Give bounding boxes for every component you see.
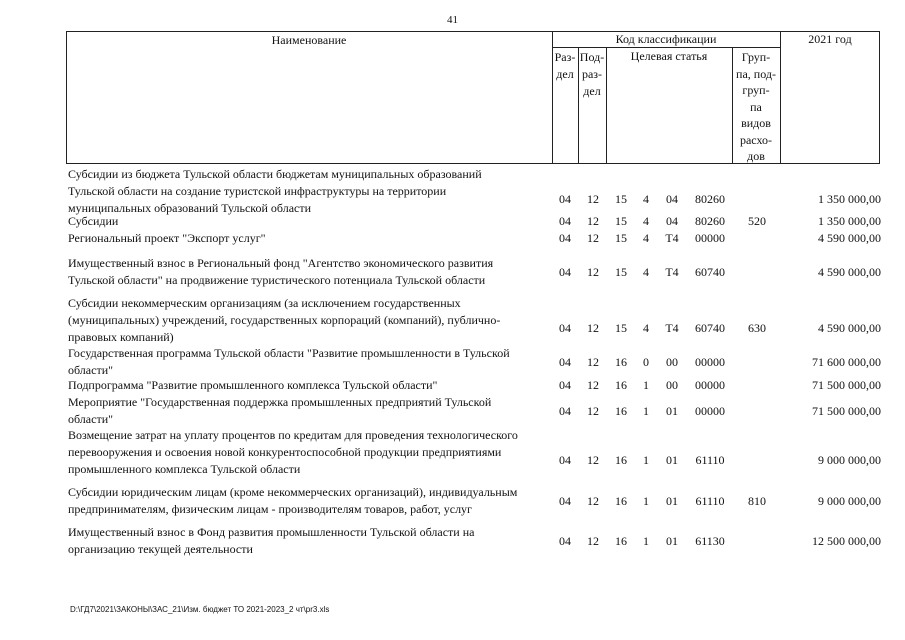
row-name: Субсидии из бюджета Тульской области бюджетам муниципальных образований Тульской области на создание туристской инфраструктуры на территории муниципальных образований Тульской области bbox=[68, 167, 482, 215]
code-cs1: 16 bbox=[615, 354, 627, 369]
row-amount: 9 000 000,00 bbox=[818, 493, 881, 508]
code-cs2: 1 bbox=[643, 403, 649, 418]
code-cs4: 60740 bbox=[695, 321, 725, 335]
code-cs4: 80260 bbox=[695, 214, 725, 228]
header-year: 2021 год bbox=[808, 32, 852, 46]
code-cs2: 4 bbox=[643, 214, 649, 228]
code-cs3: 04 bbox=[666, 192, 678, 206]
code-pr: 12 bbox=[587, 214, 599, 228]
code-cs1: 15 bbox=[615, 214, 627, 228]
code-pr: 12 bbox=[587, 354, 599, 369]
code-pr: 12 bbox=[587, 493, 599, 508]
row-amount: 4 590 000,00 bbox=[818, 231, 881, 245]
header-name: Наименование bbox=[271, 33, 347, 47]
row-name: Подпрограмма "Развитие промышленного комплекса Тульской области" bbox=[68, 378, 438, 392]
code-cs1: 16 bbox=[615, 493, 627, 508]
code-cs2: 4 bbox=[643, 231, 649, 245]
code-rz: 04 bbox=[559, 533, 571, 548]
code-rz: 04 bbox=[559, 264, 571, 279]
code-cs4: 00000 bbox=[695, 354, 725, 369]
code-cs3: 01 bbox=[666, 403, 678, 418]
header-group: Груп- па, под- груп- па видов расхо- дов bbox=[736, 50, 776, 163]
code-cs3: Т4 bbox=[665, 321, 679, 335]
row-amount: 1 350 000,00 bbox=[818, 192, 881, 206]
row-name: Субсидии юридическим лицам (кроме некоммерческих организаций), индивидуальным предпринимателям, физическим лицам - производителям товаров, работ, услуг bbox=[68, 485, 518, 516]
code-pr: 12 bbox=[587, 453, 599, 467]
code-cs1: 16 bbox=[615, 533, 627, 548]
code-cs3: 01 bbox=[666, 493, 678, 508]
row-amount: 1 350 000,00 bbox=[818, 214, 881, 228]
row-amount: 4 590 000,00 bbox=[818, 264, 881, 279]
code-pr: 12 bbox=[587, 192, 599, 206]
code-cs1: 15 bbox=[615, 231, 627, 245]
code-rz: 04 bbox=[559, 321, 571, 335]
code-rz: 04 bbox=[559, 354, 571, 369]
code-cs4: 60740 bbox=[695, 264, 725, 279]
header-podrazdel: Под- раз- дел bbox=[579, 50, 605, 98]
code-cs1: 16 bbox=[615, 378, 627, 392]
code-rz: 04 bbox=[559, 403, 571, 418]
code-cs1: 16 bbox=[615, 403, 627, 418]
code-pr: 12 bbox=[587, 378, 599, 392]
row-name: Субсидии некоммерческим организациям (за исключением государственных (муниципальных) учреждений, государственных корпораций (компаний), публично- правовых компаний) bbox=[68, 296, 501, 344]
code-rz: 04 bbox=[559, 231, 571, 245]
header-classification: Код классификации bbox=[615, 32, 717, 46]
code-cs3: 04 bbox=[666, 214, 678, 228]
code-rz: 04 bbox=[559, 453, 571, 467]
row-name: Имущественный взнос в Фонд развития промышленности Тульской области на организацию текущей деятельности bbox=[68, 525, 475, 556]
code-cs4: 61110 bbox=[695, 453, 725, 467]
row-name: Государственная программа Тульской области "Развитие промышленности в Тульской области" bbox=[68, 346, 510, 377]
code-cs2: 1 bbox=[643, 533, 649, 548]
row-name: Субсидии bbox=[68, 214, 119, 228]
header-target: Целевая статья bbox=[630, 49, 708, 63]
code-cs1: 15 bbox=[615, 321, 627, 335]
row-amount: 9 000 000,00 bbox=[818, 453, 881, 467]
code-pr: 12 bbox=[587, 231, 599, 245]
code-cs2: 1 bbox=[643, 453, 649, 467]
row-name: Мероприятие "Государственная поддержка промышленных предприятий Тульской области" bbox=[68, 395, 492, 426]
code-cs3: 01 bbox=[666, 533, 678, 548]
code-cs3: Т4 bbox=[665, 264, 679, 279]
row-amount: 71 500 000,00 bbox=[812, 403, 881, 418]
row-amount: 12 500 000,00 bbox=[812, 533, 881, 548]
row-name: Имущественный взнос в Региональный фонд "Агентство экономического развития Тульской области" на продвижение туристического потенциала Тульской области bbox=[68, 256, 494, 287]
row-amount: 4 590 000,00 bbox=[818, 321, 881, 335]
code-cs4: 61110 bbox=[695, 493, 725, 508]
code-cs4: 00000 bbox=[695, 403, 725, 418]
row-name: Возмещение затрат на уплату процентов по кредитам для проведения технологического перевооружения и освоения новой конкурентоспособной продукции предприятиями промышленного комплекса Тульской области bbox=[68, 428, 518, 476]
code-pr: 12 bbox=[587, 264, 599, 279]
code-cs4: 61130 bbox=[695, 533, 725, 548]
code-rz: 04 bbox=[559, 493, 571, 508]
row-amount: 71 600 000,00 bbox=[812, 354, 881, 369]
code-cs2: 4 bbox=[643, 264, 649, 279]
code-pr: 12 bbox=[587, 403, 599, 418]
code-vr: 630 bbox=[748, 321, 766, 335]
code-cs1: 15 bbox=[615, 264, 627, 279]
code-cs4: 80260 bbox=[695, 192, 725, 206]
row-name: Региональный проект "Экспорт услуг" bbox=[68, 231, 266, 245]
code-pr: 12 bbox=[587, 321, 599, 335]
header-razdel: Раз- дел bbox=[554, 50, 576, 81]
code-rz: 04 bbox=[559, 192, 571, 206]
file-path-footer: D:\ГД7\2021\ЗАКОНЫ\ЗАС_21\Изм. бюджет ТО 2021-2023_2 чт\pr3.xls bbox=[70, 605, 330, 614]
code-cs3: 01 bbox=[666, 453, 678, 467]
code-cs4: 00000 bbox=[695, 378, 725, 392]
code-rz: 04 bbox=[559, 214, 571, 228]
code-cs3: 00 bbox=[666, 378, 678, 392]
row-amount: 71 500 000,00 bbox=[812, 378, 881, 392]
page-number: 41 bbox=[447, 14, 458, 26]
code-cs2: 4 bbox=[643, 321, 649, 335]
code-pr: 12 bbox=[587, 533, 599, 548]
code-cs3: Т4 bbox=[665, 231, 679, 245]
code-cs2: 1 bbox=[643, 493, 649, 508]
code-cs1: 15 bbox=[615, 192, 627, 206]
code-cs2: 1 bbox=[643, 378, 649, 392]
code-vr: 520 bbox=[748, 214, 766, 228]
code-cs3: 00 bbox=[666, 354, 678, 369]
code-cs2: 4 bbox=[643, 192, 649, 206]
code-cs2: 0 bbox=[643, 354, 649, 369]
code-cs4: 00000 bbox=[695, 231, 725, 245]
code-cs1: 16 bbox=[615, 453, 627, 467]
code-vr: 810 bbox=[748, 493, 766, 508]
code-rz: 04 bbox=[559, 378, 571, 392]
